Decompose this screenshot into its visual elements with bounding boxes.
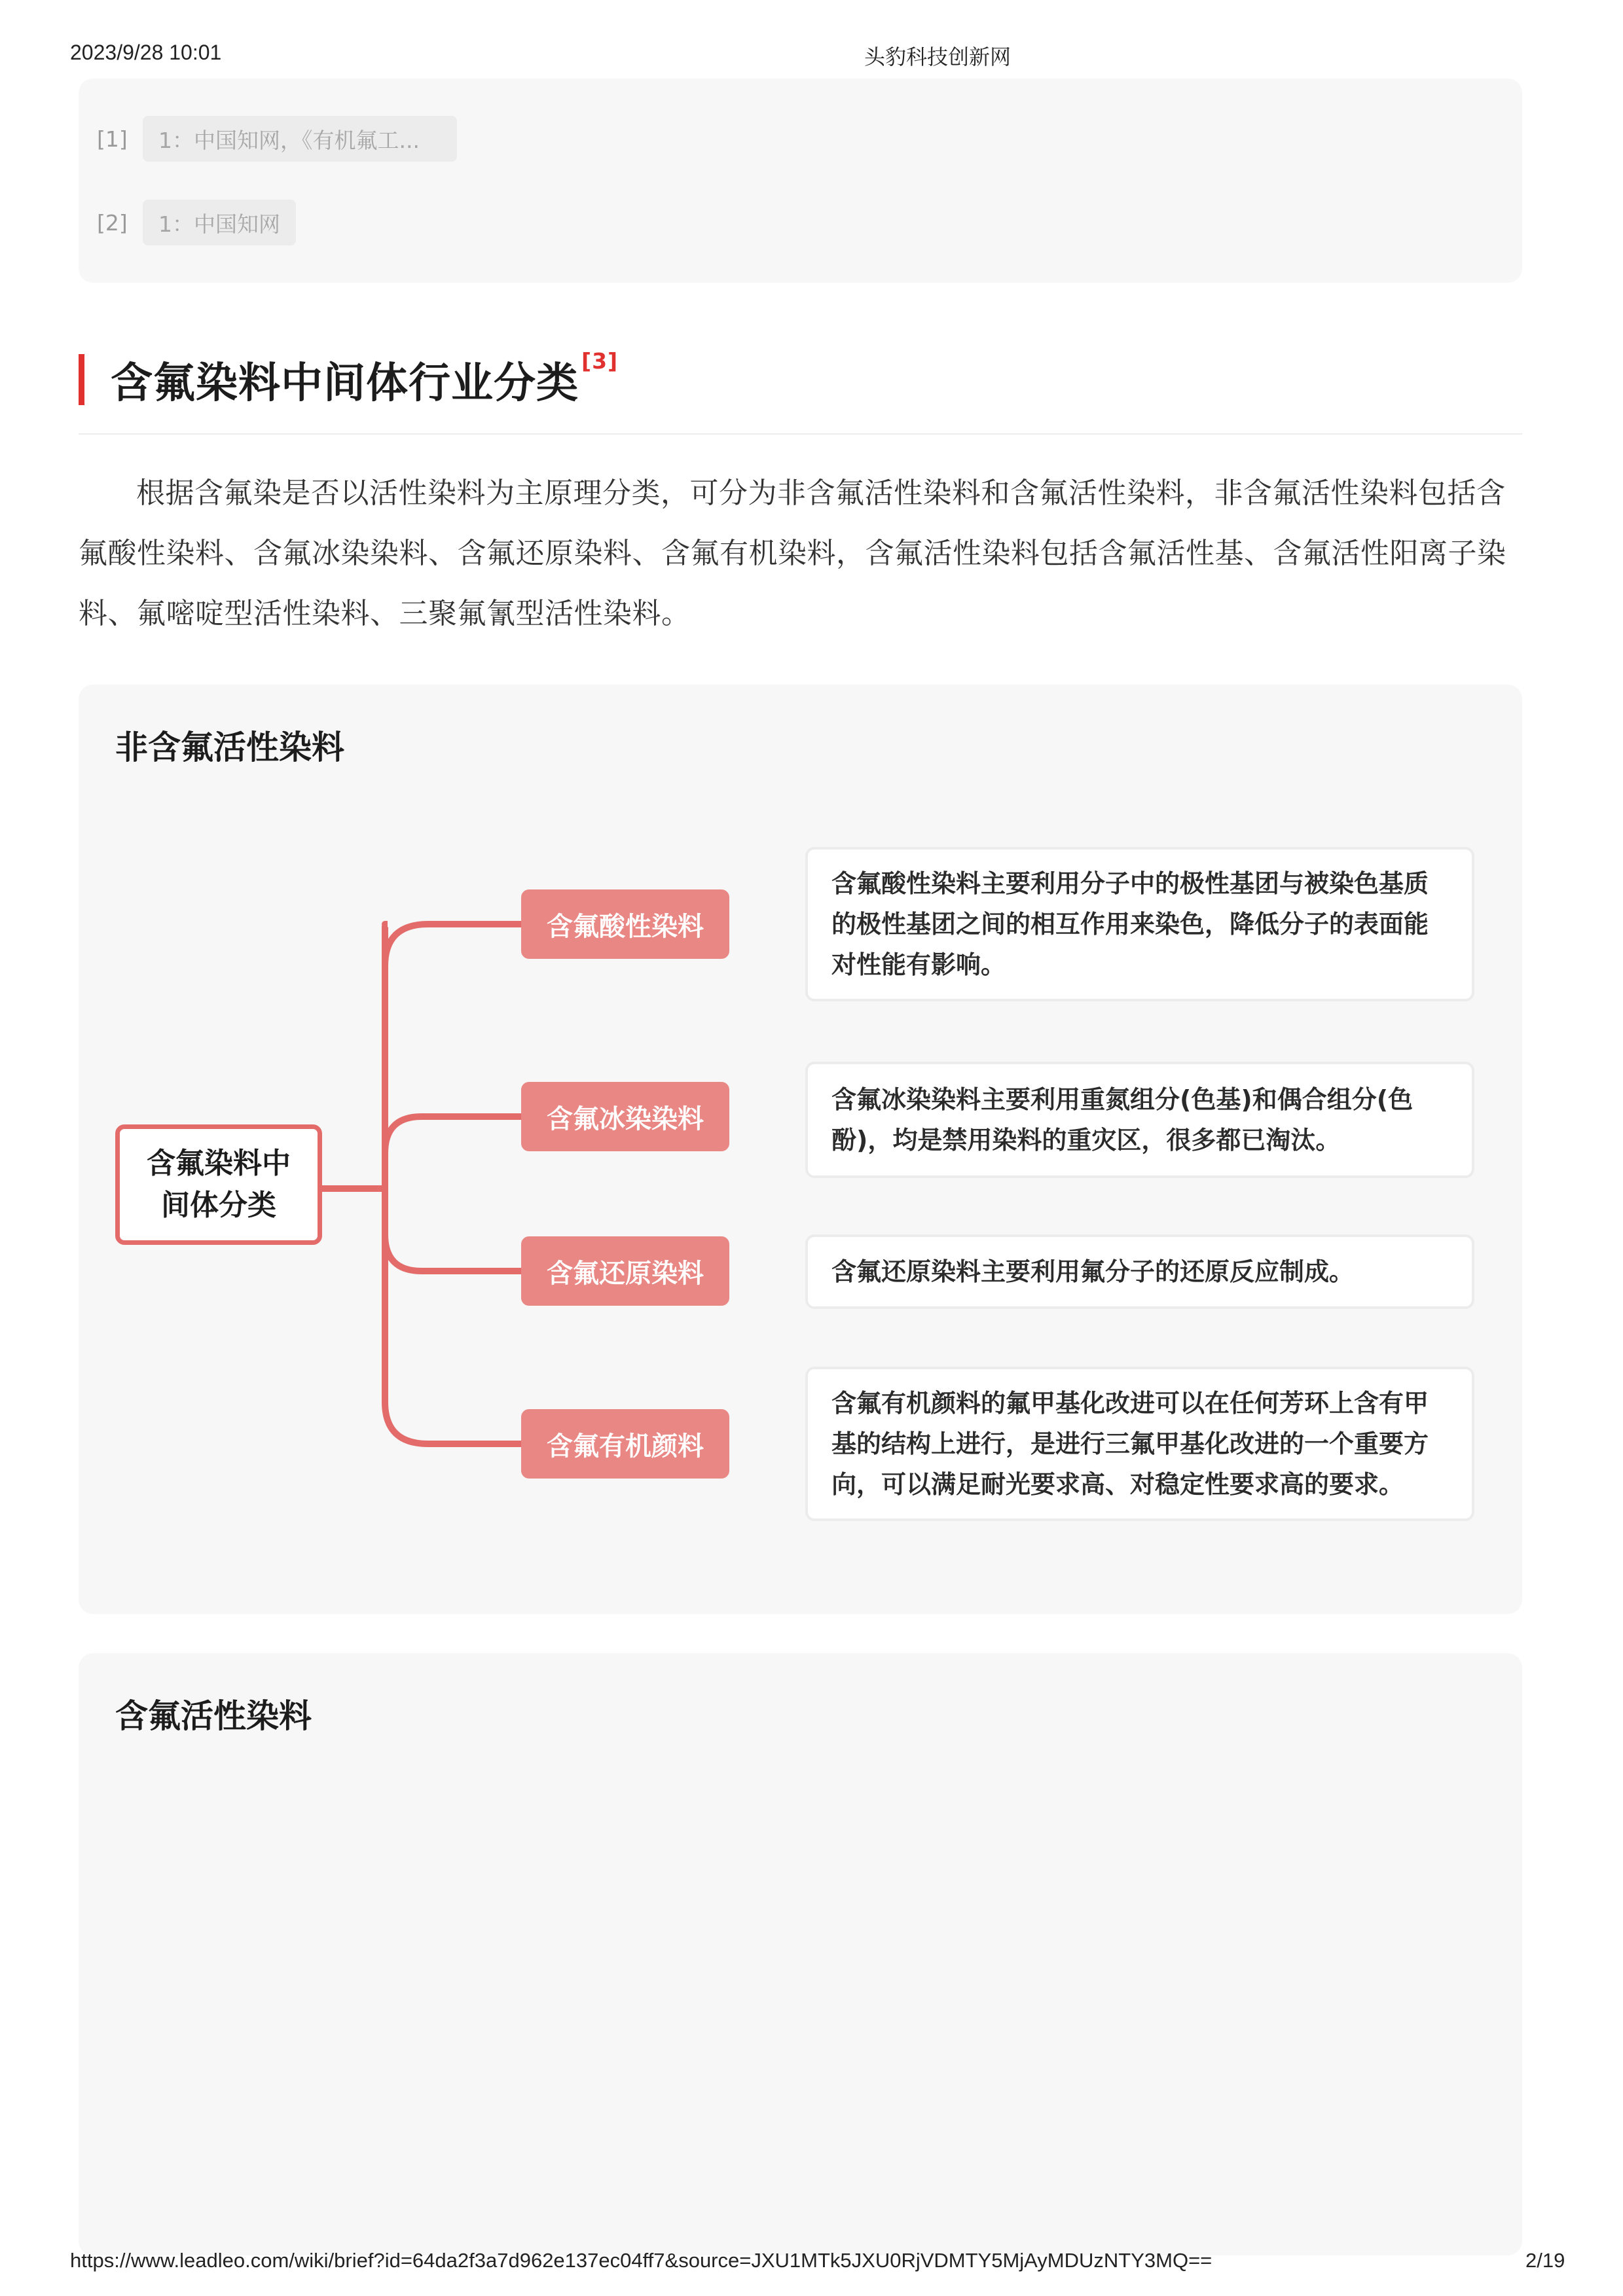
mindmap-leaf-acid: 含氟酸性染料主要利用分子中的极性基团与被染色基质的极性基团之间的相互作用来染色，降低分子的表面能对性能有影响。	[805, 847, 1474, 1001]
card-title: 含氟活性染料	[115, 1697, 312, 1735]
mindmap-branch-organic-pigment: 含氟有机颜料	[521, 1409, 729, 1479]
mindmap-leaf-organic-pigment: 含氟有机颜料的氟甲基化改进可以在任何芳环上含有甲基的结构上进行，是进行三氟甲基化改进的一个重要方向，可以满足耐光要求高、对稳定性要求高的要求。	[805, 1367, 1474, 1521]
connector-branch-4	[385, 1189, 521, 1444]
mindmap-branch-azoic: 含氟冰染染料	[521, 1082, 729, 1151]
heading-divider	[79, 433, 1522, 435]
section-intro-paragraph: 根据含氟染是否以活性染料为主原理分类，可分为非含氟活性染料和含氟活性染料，非含氟活性染料包括含氟酸性染料、含氟冰染染料、含氟还原染料、含氟有机染料，含氟活性染料包括含氟活性基、含氟活性阳离子染料、氟嘧啶型活性染料、三聚氟氰型活性染料。	[79, 476, 1506, 630]
mindmap-leaf-azoic: 含氟冰染染料主要利用重氮组分(色基)和偶合组分(色酚)，均是禁用染料的重灾区，很多都已淘汰。	[805, 1062, 1474, 1178]
reference-chip[interactable]: 1：中国知网，《有机氟工...	[143, 116, 457, 162]
references-card	[79, 79, 1522, 283]
section-reference-link[interactable]: [3]	[581, 348, 619, 374]
print-header-site: 头豹科技创新网	[864, 45, 1012, 69]
print-header-datetime: 2023/9/28 10:01	[70, 41, 222, 64]
card-title: 非含氟活性染料	[115, 728, 344, 766]
connector-branch-3	[385, 1189, 521, 1271]
print-footer-url: https://www.leadleo.com/wiki/brief?id=64da2f3a7d962e137ec04ff7&source=JXU1MTk5JXU0RjVDMTY5MjAyMDUzNTY3MQ==	[70, 2249, 1213, 2272]
section-heading	[79, 348, 619, 408]
print-footer-page-number: 2/19	[1525, 2249, 1565, 2272]
connector-branch-1	[385, 924, 521, 1189]
reference-item[interactable]	[97, 115, 457, 162]
mindmap-leaf-vat: 含氟还原染料主要利用氟分子的还原反应制成。	[805, 1234, 1474, 1309]
mindmap-branch-acid: 含氟酸性染料	[521, 889, 729, 959]
mindmap-root-node: 含氟染料中间体分类	[115, 1124, 322, 1245]
connector-branch-2	[385, 1117, 521, 1189]
reference-chip[interactable]: 1：中国知网	[143, 200, 296, 245]
reference-number: [1]	[97, 126, 128, 152]
reference-item[interactable]	[97, 199, 296, 246]
mindmap-card-non-reactive	[79, 685, 1522, 1614]
mindmap-card-reactive	[79, 1653, 1522, 2255]
section-title: 含氟染料中间体行业分类	[111, 359, 579, 408]
reference-number: [2]	[97, 209, 128, 236]
mindmap-branch-vat: 含氟还原染料	[521, 1236, 729, 1306]
heading-accent-bar	[79, 354, 84, 405]
